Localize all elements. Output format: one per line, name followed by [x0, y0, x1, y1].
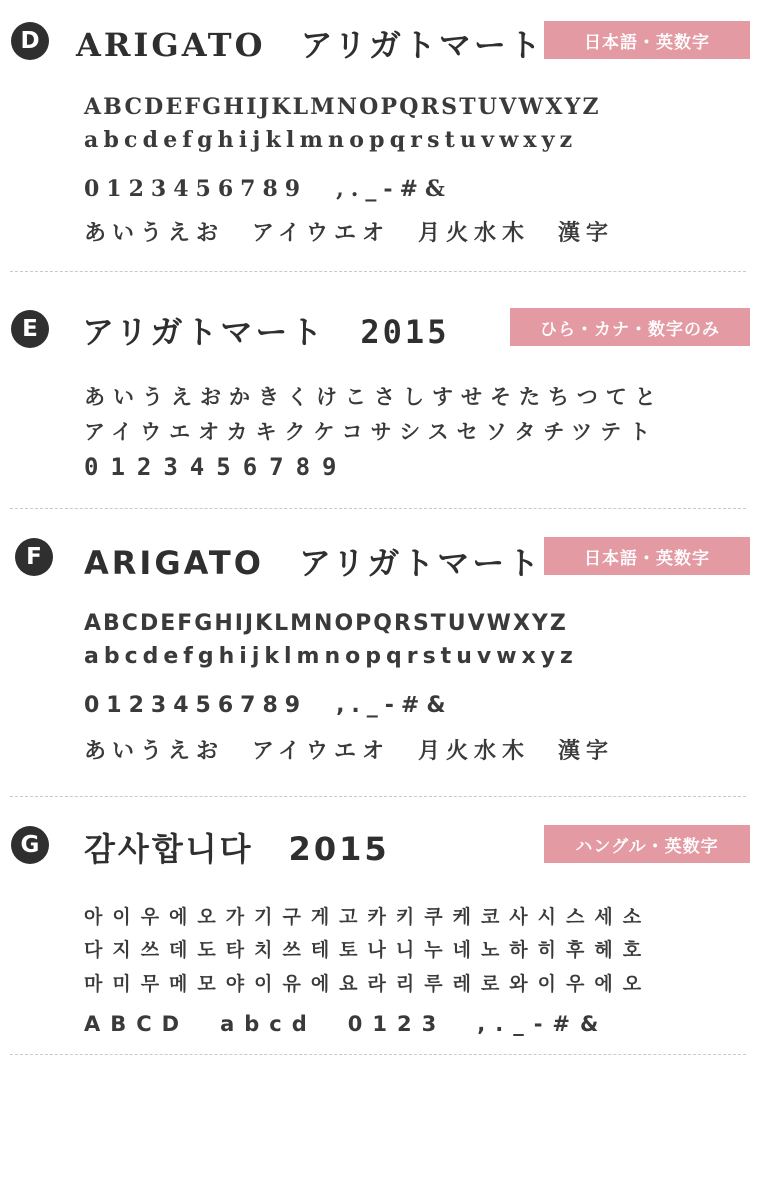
language-support-tag: 日本語・英数字	[544, 537, 750, 575]
section-divider	[10, 1054, 746, 1055]
section-divider	[10, 271, 746, 272]
hiragana-sample: あいうえおかきくけこさしすせそたちつてと	[84, 385, 664, 409]
hangul-row-1: 아이우에오가기구게고카키쿠케코사시스세소	[84, 906, 652, 928]
lowercase-sample: abcdefghijklmnopqrstuvwxyz	[84, 644, 578, 669]
section-letter-badge: E	[11, 310, 49, 348]
section-letter-badge: G	[11, 826, 49, 864]
uppercase-sample: ABCDEFGHIJKLMNOPQRSTUVWXYZ	[84, 94, 601, 120]
lowercase-sample: abcdefghijklmnopqrstuvwxyz	[84, 127, 578, 153]
section-divider	[10, 508, 746, 509]
uppercase-sample: ABCDEFGHIJKLMNOPQRSTUVWXYZ	[84, 611, 568, 636]
hangul-row-3: 마미무메모야이유에요라리루레로와이우에오	[84, 973, 652, 995]
font-sample-title: 감사합니다 2015	[84, 830, 390, 868]
section-letter-badge: F	[15, 538, 53, 576]
kana-kanji-sample: あいうえお アイウエオ 月火水木 漢字	[84, 739, 615, 764]
digits-sample: 0123456789	[84, 453, 349, 481]
section-letter-badge: D	[11, 22, 49, 60]
font-sample-title: アリガトマート 2015	[82, 313, 450, 351]
section-divider	[10, 796, 746, 797]
digits-symbols-sample: 0123456789 ,._-#&	[84, 693, 453, 718]
digits-symbols-sample: 0123456789 ,._-#&	[84, 176, 452, 202]
latin-digits-sample: ABCD abcd 0123 ,._-#&	[84, 1012, 609, 1036]
language-support-tag: ひら・カナ・数字のみ	[510, 308, 750, 346]
language-support-tag: 日本語・英数字	[544, 21, 750, 59]
hangul-row-2: 다지쓰데도타치쓰테토나니누네노하히후헤호	[84, 939, 652, 961]
katakana-sample: アイウエオカキクケコサシスセソタチツテト	[84, 420, 659, 444]
kana-kanji-sample: あいうえお アイウエオ 月火水木 漢字	[84, 220, 615, 246]
font-sample-title: ARIGATO アリガトマート	[84, 544, 543, 582]
font-sample-title: ARIGATO アリガトマート	[76, 26, 544, 64]
language-support-tag: ハングル・英数字	[544, 825, 750, 863]
